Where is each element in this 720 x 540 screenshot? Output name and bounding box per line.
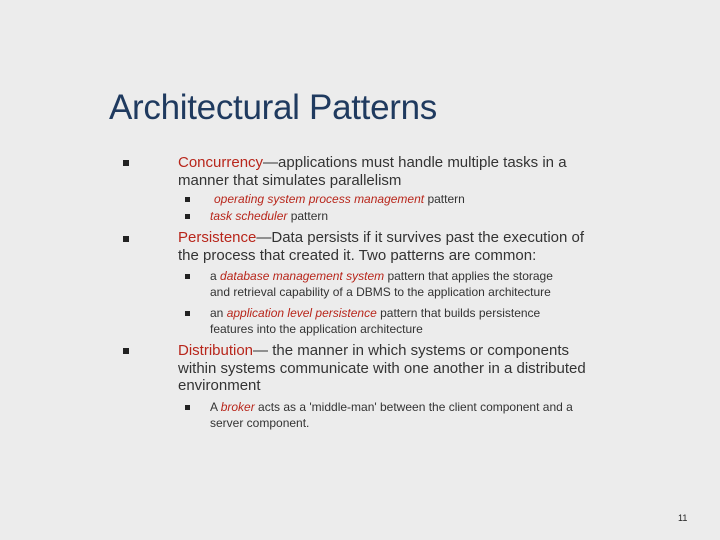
bullet-icon: [185, 311, 190, 316]
pattern-suffix: pattern: [287, 209, 329, 223]
slide-title: Architectural Patterns: [109, 88, 437, 127]
sub-bullet-line2: features into the application architecture: [210, 322, 423, 336]
bullet-concurrency: [178, 154, 567, 189]
pattern-suffix: pattern that applies the storage: [384, 269, 553, 283]
bullet-icon: [123, 160, 129, 166]
bullet-icon: [123, 236, 129, 242]
bullet-icon: [185, 197, 190, 202]
bullet-persistence: [178, 229, 584, 264]
term-distribution: Distribution: [178, 342, 254, 359]
bullet-icon: [185, 214, 190, 219]
sub-bullet-task-scheduler: [210, 208, 328, 224]
term-persistence: Persistence: [178, 229, 257, 246]
persistence-text: —Data persists if it survives past the execution of: [256, 229, 585, 246]
bullet-icon: [123, 348, 129, 354]
sub-bullet-os-process-management: [214, 191, 465, 207]
prefix: A: [210, 400, 221, 414]
distribution-text-line3: environment: [178, 377, 261, 394]
sub-bullet-line2: and retrieval capability of a DBMS to the application architecture: [210, 285, 551, 299]
pattern-name: broker: [220, 400, 255, 414]
sub-bullet-dbms: [210, 268, 553, 300]
sub-bullet-line2: server component.: [210, 416, 310, 430]
pattern-suffix: pattern: [424, 192, 465, 206]
pattern-name: application level persistence: [226, 306, 377, 320]
pattern-name: database management system: [220, 269, 385, 283]
pattern-name: task scheduler: [210, 209, 288, 223]
pattern-suffix: acts as a 'middle-man' between the client component and a: [254, 400, 573, 414]
prefix: an: [210, 306, 227, 320]
bullet-distribution: [178, 342, 586, 395]
pattern-name: operating system process management: [214, 192, 425, 206]
distribution-text-line2: within systems communicate with one another in a distributed: [178, 359, 586, 377]
distribution-text: — the manner in which systems or components: [253, 342, 569, 359]
term-concurrency: Concurrency: [178, 154, 264, 171]
bullet-icon: [185, 274, 190, 279]
sub-bullet-app-persistence: [210, 305, 540, 337]
prefix: a: [210, 269, 221, 283]
persistence-text-line2: the process that created it. Two patterns are common:: [178, 246, 537, 264]
page-number: 11: [678, 513, 688, 523]
sub-bullet-broker: [210, 399, 573, 431]
concurrency-text: —applications must handle multiple tasks in a: [263, 154, 567, 171]
pattern-suffix: pattern that builds persistence: [376, 306, 541, 320]
concurrency-text-line2: manner that simulates parallelism: [178, 171, 402, 189]
bullet-icon: [185, 405, 190, 410]
